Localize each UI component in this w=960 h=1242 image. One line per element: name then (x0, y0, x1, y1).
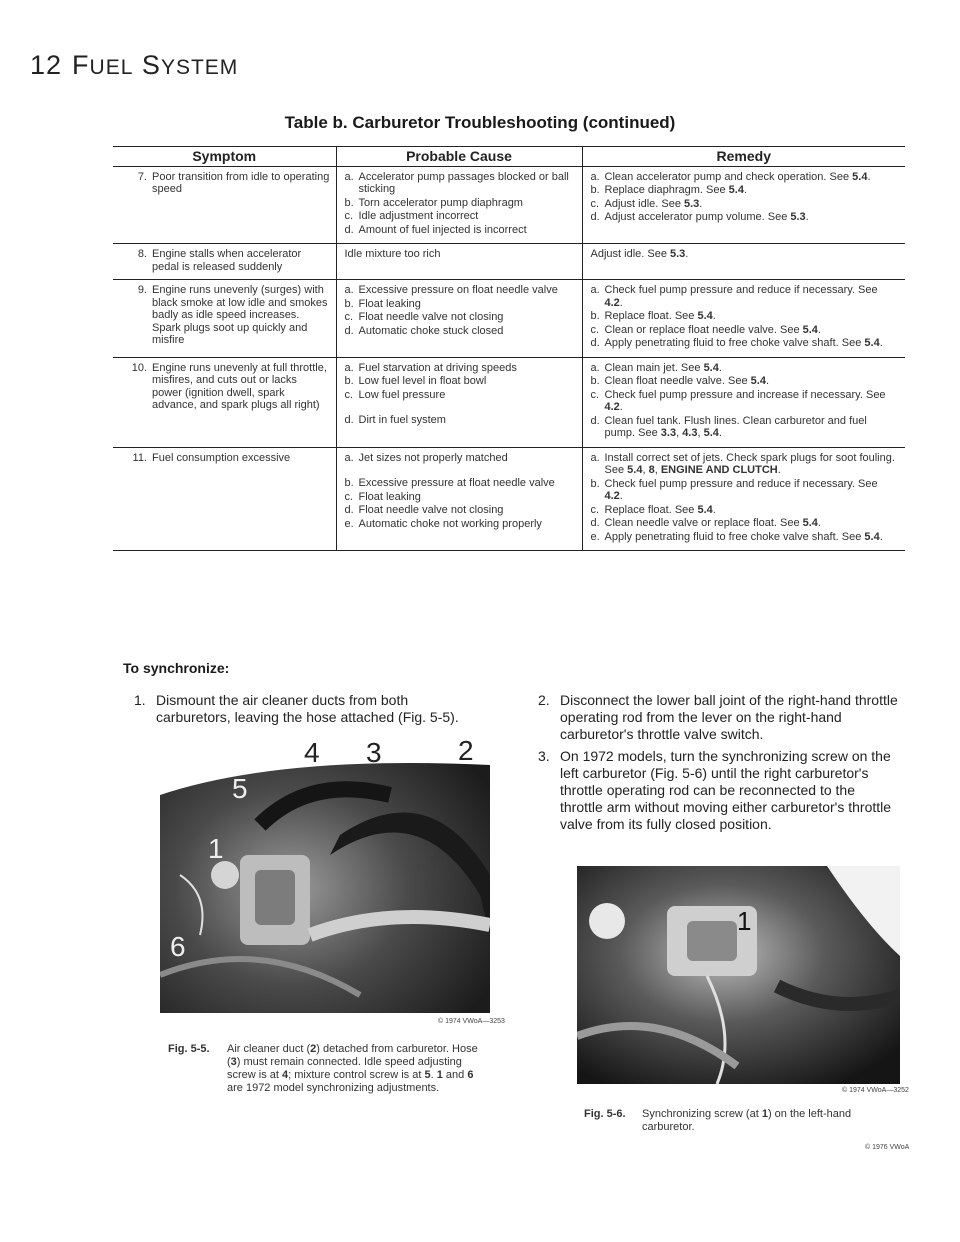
callout-1: 1 (208, 833, 224, 864)
fig55-caption: Fig. 5-5. Air cleaner duct (2) detached from carburetor. Hose (3) must remain connected. Idle speed adjusting screw is at 4; mixture control screw is at 5. 1 and 6 are 1972 model synchronizing adjustments. (168, 1043, 478, 1094)
callout-2: 2 (458, 735, 474, 766)
step-3: 3. On 1972 models, turn the synchronizing screw on the left carburetor (Fig. 5-6) until the right carburetor's throttle operating rod can be reconnected to the throttle arm without moving either carburetor's throttle valve from its fully closed position. (538, 748, 892, 832)
table-row (113, 357, 905, 447)
column-header-remedy: Remedy (582, 147, 905, 167)
remedy-cell: a. Check fuel pump pressure and reduce if necessary. See 4.2. b. Replace float. See 5.4. c. Clean or replace float needle valve. See 5.4. d. Apply penetrating fluid to free choke valve shaft. See 5.4. (582, 280, 905, 358)
symptom-cell: 11. Fuel consumption excessive (113, 447, 336, 551)
remedy-cell: a. Clean main jet. See 5.4. b. Clean float needle valve. See 5.4. c. Check fuel pump pressure and increase if necessary. See 4.2. d. Clean fuel tank. Flush lines. Clean carburetor and fuel pump. See 3.3, 4.3, 5.4. (582, 357, 905, 447)
cause-cell: a. Fuel starvation at driving speeds b. Low fuel level in float bowl c. Low fuel pressure d. Dirt in fuel system (336, 357, 582, 447)
symptom-cell: 7. Poor transition from idle to operating speed (113, 166, 336, 244)
remedy-cell: Adjust idle. See 5.3. (582, 244, 905, 280)
step-2: 2. Disconnect the lower ball joint of the right-hand throttle operating rod from the lever on the right-hand carburetor's throttle valve switch. (538, 692, 898, 742)
column-header-cause: Probable Cause (336, 147, 582, 167)
column-header-symptom: Symptom (113, 147, 336, 167)
callout-4: 4 (304, 737, 320, 768)
table-header-row (113, 147, 905, 167)
fig56-credit: © 1974 VWoA—3252 (842, 1087, 909, 1094)
page-number: 12 (30, 50, 63, 80)
table-row (113, 280, 905, 358)
step-1: 1. Dismount the air cleaner ducts from both carburetors, leaving the hose attached (Fig. 5-5). (134, 692, 459, 725)
symptom-cell: 9. Engine runs unevenly (surges) with black smoke at low idle and smokes badly as idle speed increases. Spark plugs soot up quickly and misfire (113, 280, 336, 358)
carburetor-photo (160, 735, 490, 1013)
page-header: 12 FUEL SYSTEM (30, 50, 239, 80)
table-row (113, 447, 905, 551)
cause-cell: Idle mixture too rich (336, 244, 582, 280)
fig56-caption: Fig. 5-6. Synchronizing screw (at 1) on the left-hand carburetor. (584, 1108, 852, 1133)
troubleshooting-table (113, 146, 905, 551)
table-row (113, 166, 905, 244)
callout-5: 5 (232, 773, 248, 804)
table-row (113, 244, 905, 280)
callout-3: 3 (366, 737, 382, 768)
sync-heading: To synchronize: (123, 660, 230, 676)
synchronizing-screw-photo (577, 866, 900, 1084)
remedy-cell: a. Clean accelerator pump and check operation. See 5.4. b. Replace diaphragm. See 5.4. c. Adjust idle. See 5.3. d. Adjust accelerator pump volume. See 5.3. (582, 166, 905, 244)
remedy-cell: a. Install correct set of jets. Check spark plugs for soot fouling. See 5.4, 8, ENGINE AND CLUTCH. b. Check fuel pump pressure and reduce if necessary. See 4.2. c. Replace float. See 5.4. d. Clean needle valve or replace float. See 5.4. e. Apply penetrating fluid to free choke valve shaft. See 5.4. (582, 447, 905, 551)
callout-1: 1 (737, 906, 752, 936)
symptom-cell: 10. Engine runs unevenly at full throttle, misfires, and cuts out or lacks power (ignition dwell, spark advance, and spark plugs all right) (113, 357, 336, 447)
cause-cell: a. Jet sizes not properly matched b. Excessive pressure at float needle valve c. Float leaking d. Float needle valve not closing e. Automatic choke not working properly (336, 447, 582, 551)
cause-cell: a. Accelerator pump passages blocked or ball sticking b. Torn accelerator pump diaphragm c. Idle adjustment incorrect d. Amount of fuel injected is incorrect (336, 166, 582, 244)
table-title: Table b. Carburetor Troubleshooting (continued) (284, 113, 676, 132)
callout-6: 6 (170, 931, 186, 962)
symptom-cell: 8. Engine stalls when accelerator pedal is released suddenly (113, 244, 336, 280)
footer-credit: © 1976 VWoA (865, 1144, 910, 1151)
cause-cell: a. Excessive pressure on float needle valve b. Float leaking c. Float needle valve not closing d. Automatic choke stuck closed (336, 280, 582, 358)
fig55-credit: © 1974 VWoA—3253 (438, 1018, 505, 1025)
